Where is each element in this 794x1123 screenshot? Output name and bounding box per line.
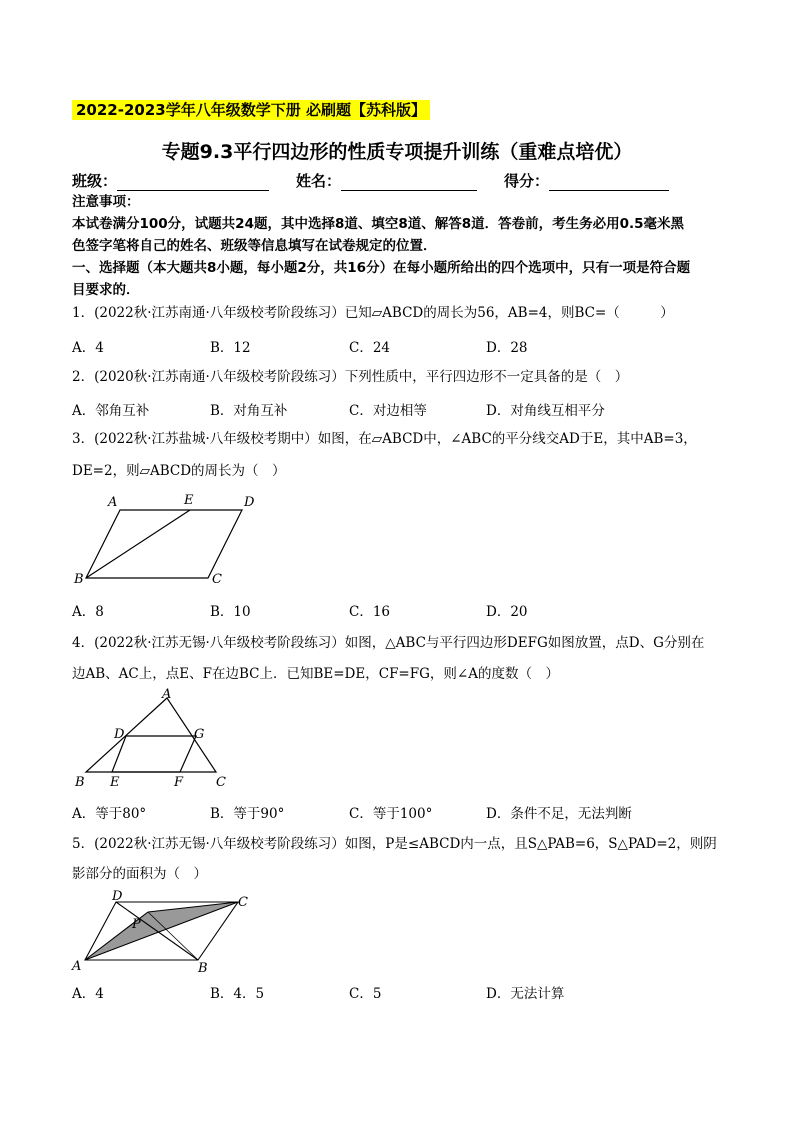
- fig4-label-b: B: [75, 775, 85, 790]
- class-label: 班级：: [72, 172, 118, 190]
- name-label: 姓名：: [296, 172, 342, 190]
- q1-option-b: B．12: [210, 340, 251, 356]
- fig3-label-e: E: [184, 493, 194, 508]
- question-2: 2．(2020秋·江苏南通·八年级校考阶段练习）下列性质中，平行四边形不一定具备的是（ ）: [72, 369, 629, 385]
- fig3-label-c: C: [212, 572, 222, 587]
- question-5-line2: 影部分的面积为（ ）: [72, 866, 207, 882]
- score-blank: [549, 174, 669, 191]
- q2-option-a: A．邻角互补: [72, 403, 150, 419]
- question-4-line2: 边AB、AC上，点E、F在边BC上．已知BE=DE，CF=FG，则∠A的度数（ ）: [72, 666, 559, 682]
- q3-option-c: C．16: [349, 604, 391, 620]
- section1-line1: 一、选择题（本大题共8小题，每小题2分，共16分）在每小题所给出的四个选项中，只有一项是符合题: [72, 260, 691, 276]
- q3-option-b: B．10: [210, 604, 251, 620]
- notes-line2: 色签字笔将自己的姓名、班级等信息填写在试卷规定的位置．: [72, 238, 437, 254]
- notes-heading: 注意事项：: [72, 194, 140, 210]
- q5-option-a: A．4: [72, 986, 104, 1002]
- fig3-label-a: A: [108, 495, 118, 510]
- question-5: 5．(2022秋·江苏无锡·八年级校考阶段练习）如图，P是≤ABCD内一点，且S△PAB=6，S△PAD=2，则阴: [72, 836, 717, 852]
- name-blank: [341, 174, 477, 191]
- question-1: 1．(2022秋·江苏南通·八年级校考阶段练习）已知▱ABCD的周长为56，AB=4，则BC=（ ）: [72, 305, 674, 321]
- q4-option-d: D．条件不足，无法判断: [486, 806, 632, 822]
- q3-option-a: A．8: [72, 604, 104, 620]
- q1-option-c: C．24: [349, 340, 391, 356]
- fig5-label-c: C: [238, 895, 248, 910]
- fig4-label-f: F: [174, 775, 184, 790]
- score-label: 得分：: [504, 172, 550, 190]
- q2-option-d: D．对角线互相平分: [486, 403, 605, 419]
- name-field: [296, 170, 477, 191]
- fig5-label-b: B: [198, 961, 208, 976]
- q5-option-d: D．无法计算: [486, 986, 565, 1002]
- q1-option-a: A．4: [72, 340, 104, 356]
- question-3: 3．(2022秋·江苏盐城·八年级校考期中）如图，在▱ABCD中，∠ABC的平分线交AD于E，其中AB=3，: [72, 431, 697, 447]
- q2-option-c: C．对边相等: [349, 403, 427, 419]
- q5-option-b: B．4．5: [210, 986, 265, 1002]
- fig5-label-p: P: [132, 917, 141, 932]
- fig3-label-b: B: [74, 572, 84, 587]
- page-title: 专题9.3平行四边形的性质专项提升训练（重难点培优）: [161, 141, 633, 163]
- q5-option-c: C．5: [349, 986, 382, 1002]
- q1-option-d: D．28: [486, 340, 528, 356]
- score-field: [504, 170, 669, 191]
- fig4-label-a: A: [162, 687, 172, 702]
- q3-option-d: D．20: [486, 604, 528, 620]
- fig3-label-d: D: [244, 495, 255, 510]
- fig4-label-e: E: [110, 775, 120, 790]
- q4-option-c: C．等于100°: [349, 806, 433, 822]
- q2-option-b: B．对角互补: [210, 403, 288, 419]
- q4-option-b: B．等于90°: [210, 806, 285, 822]
- figure-4-triangle: [70, 686, 240, 792]
- q4-option-a: A．等于80°: [72, 806, 147, 822]
- question-4: 4．(2022秋·江苏无锡·八年级校考阶段练习）如图，△ABC与平行四边形DEFG如图放置，点D、G分别在: [72, 635, 705, 651]
- question-3-line2: DE=2，则▱ABCD的周长为（ ）: [72, 463, 286, 479]
- fig4-label-g: G: [194, 727, 205, 742]
- fig5-label-a: A: [72, 959, 82, 974]
- fig5-label-d: D: [112, 889, 123, 904]
- class-blank: [117, 174, 269, 191]
- class-field: [72, 170, 269, 191]
- notes-line1: 本试卷满分100分，试题共24题，其中选择8道、填空8道、解答8道．答卷前，考生务必用0.5毫米黑: [72, 216, 685, 232]
- fig4-label-d: D: [114, 727, 125, 742]
- section1-line2: 目要求的．: [72, 282, 140, 298]
- figure-5-parallelogram: [68, 888, 268, 978]
- header-tag: 2022-2023学年八年级数学下册 必刷题【苏科版】: [72, 100, 430, 120]
- figure-3-parallelogram: [70, 490, 270, 590]
- fig4-label-c: C: [216, 775, 226, 790]
